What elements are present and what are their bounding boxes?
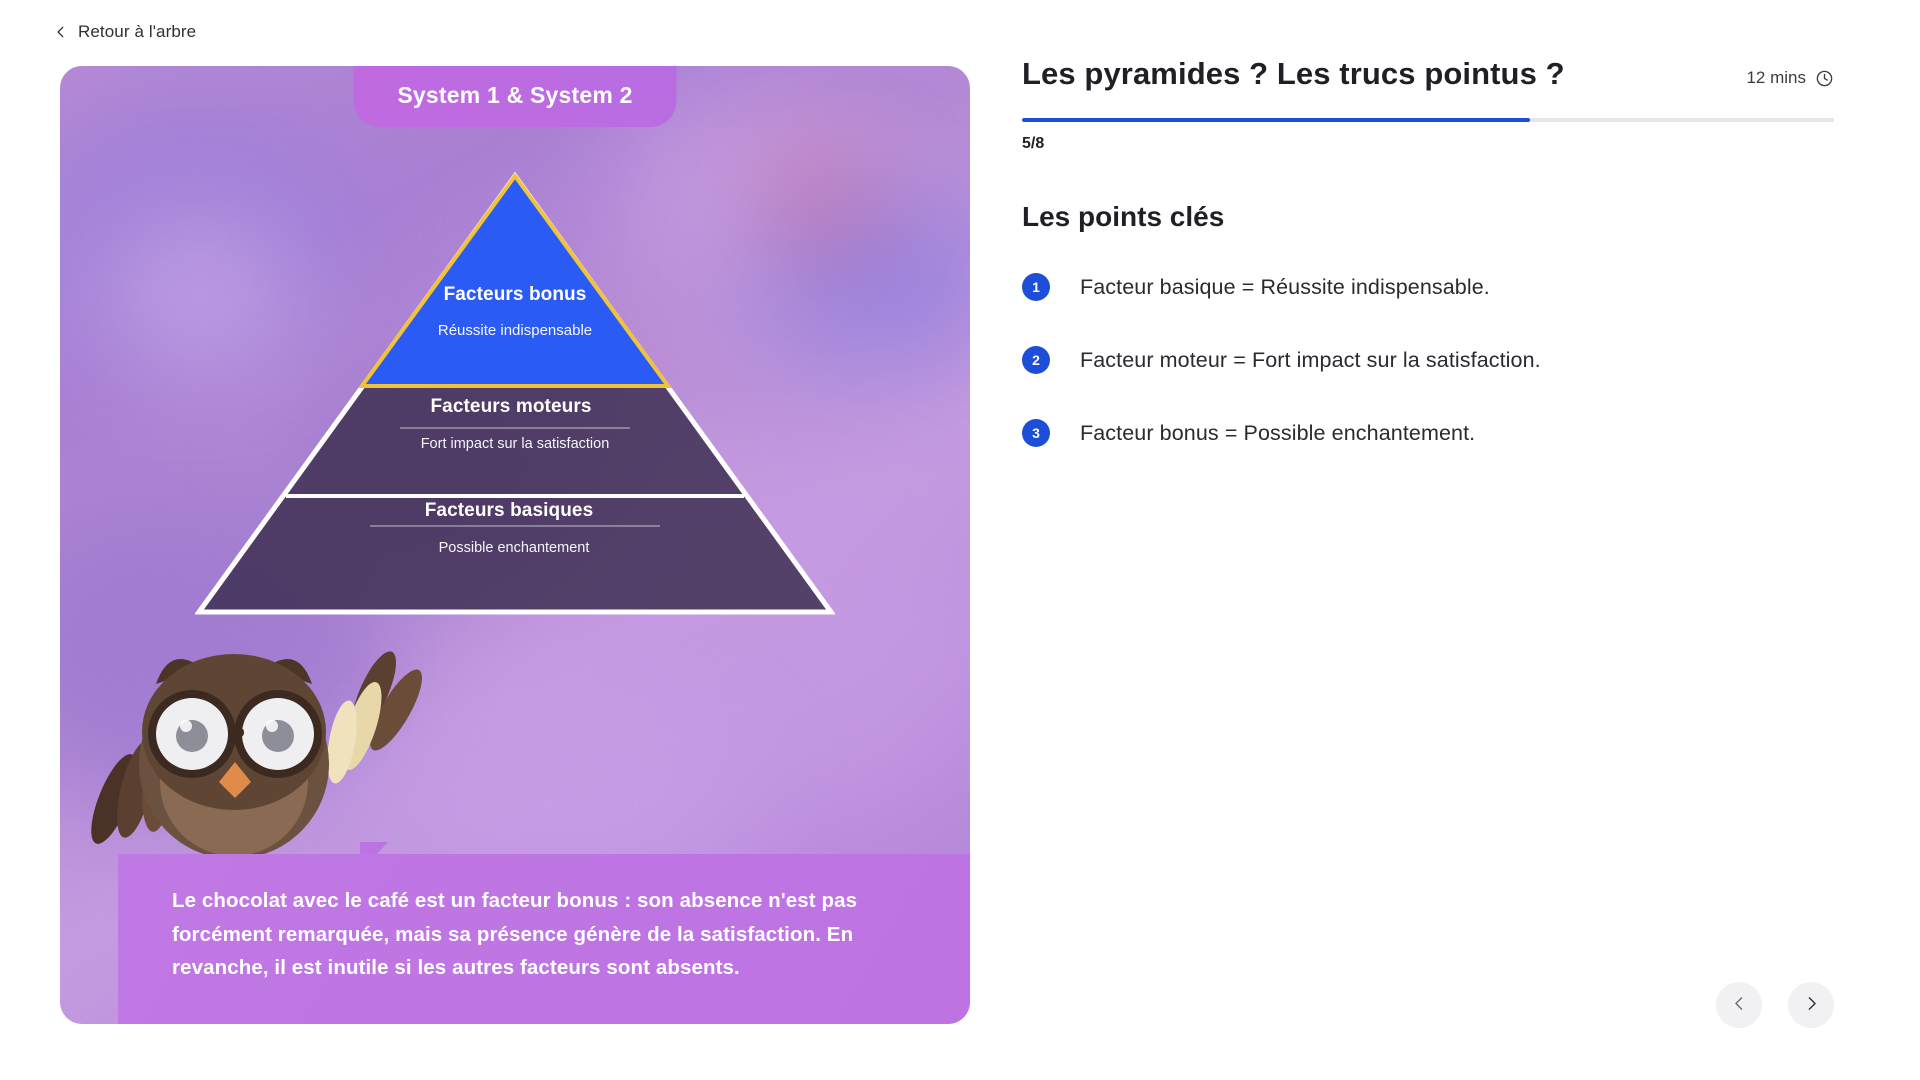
list-item — [1022, 273, 1834, 301]
pyramid-level-2-title: Facteurs moteurs — [430, 396, 592, 417]
progress-bar-fill — [1022, 118, 1530, 122]
panel-header — [1022, 56, 1834, 92]
owl-mascot-icon — [74, 614, 494, 864]
pyramid-level-1-title: Facteurs basiques — [424, 500, 594, 521]
back-to-tree-button[interactable] — [54, 22, 196, 42]
clock-icon — [1815, 69, 1834, 88]
list-item — [1022, 419, 1834, 447]
pyramid-level-3-title: Facteurs bonus — [443, 284, 587, 305]
pyramid-level-3-subtitle: Réussite indispensable — [437, 322, 593, 339]
pyramid-level-2-subtitle: Fort impact sur la satisfaction — [420, 436, 610, 452]
pyramid-level-1-subtitle: Possible enchantement — [438, 540, 590, 556]
next-slide-button[interactable] — [1788, 982, 1834, 1028]
duration-badge — [1746, 68, 1834, 88]
point-text: Facteur basique = Réussite indispensable. — [1080, 274, 1490, 299]
list-item — [1022, 346, 1834, 374]
point-text: Facteur moteur = Fort impact sur la satisfaction. — [1080, 347, 1541, 372]
point-number-badge: 2 — [1022, 346, 1050, 374]
pyramid-diagram — [195, 166, 835, 626]
duration-label: 12 mins — [1746, 68, 1806, 87]
chevron-left-icon — [54, 25, 68, 39]
previous-slide-button[interactable] — [1716, 982, 1762, 1028]
progress-label: 5/8 — [1022, 135, 1045, 152]
point-number-badge: 1 — [1022, 273, 1050, 301]
slide-navigation — [1716, 982, 1834, 1028]
point-number-badge: 3 — [1022, 419, 1050, 447]
progress-bar — [1022, 118, 1834, 122]
point-text: Facteur bonus = Possible enchantement. — [1080, 420, 1476, 445]
slide-chip-title: System 1 & System 2 — [353, 66, 676, 127]
lesson-panel — [1022, 56, 1834, 492]
back-to-tree-label: Retour à l'arbre — [78, 22, 197, 41]
slide-stage — [60, 66, 970, 1024]
key-points-list — [1022, 273, 1834, 447]
page-title: Les pyramides ? Les trucs pointus ? — [1022, 56, 1565, 91]
mascot-speech-bubble: Le chocolat avec le café est un facteur bonus : son absence n'est pas forcément remarquée, mais sa présence génère de la satisfaction. En revanche, il est inutile si les autres facteurs sont absents. — [118, 854, 970, 1024]
chevron-left-icon — [1731, 995, 1748, 1015]
section-title: Les points clés — [1022, 201, 1225, 232]
chevron-right-icon — [1803, 995, 1820, 1015]
